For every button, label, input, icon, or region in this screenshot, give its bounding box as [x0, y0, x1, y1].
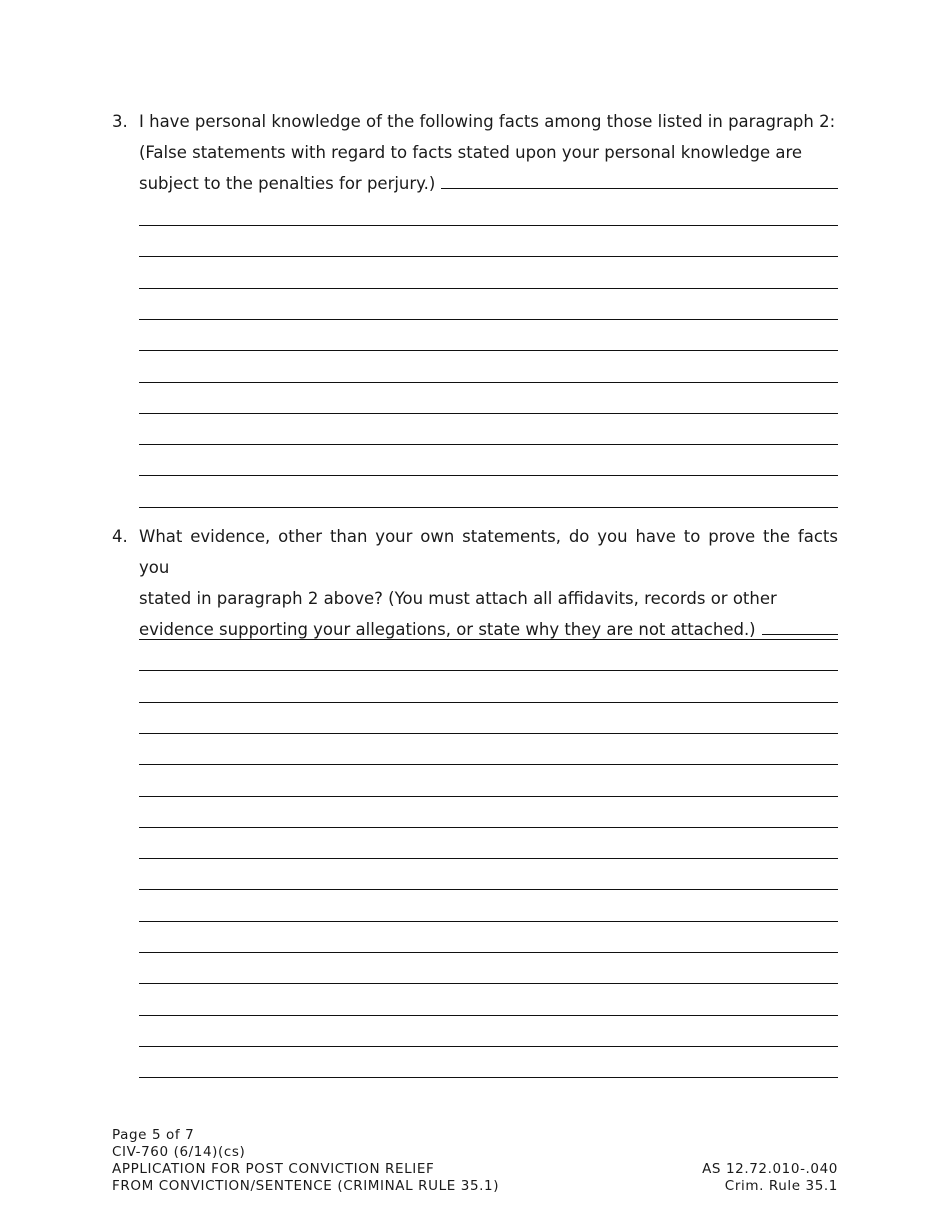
item-4-answer-blank[interactable] — [762, 614, 838, 635]
item-3-answer-line[interactable] — [139, 319, 838, 320]
rule-reference: Crim. Rule 35.1 — [724, 1178, 838, 1194]
item-3-answer-line[interactable] — [139, 382, 838, 383]
item-3-answer-line[interactable] — [139, 444, 838, 445]
item-4-answer-line[interactable] — [139, 670, 838, 671]
item-4-answer-line[interactable] — [139, 1015, 838, 1016]
item-4-text-line-2: stated in paragraph 2 above? (You must attach all affidavits, records or other — [139, 589, 777, 608]
item-4-text-line-3: evidence supporting your allegations, or state why they are not attached.) — [139, 620, 756, 639]
item-4-answer-line[interactable] — [139, 733, 838, 734]
item-4-answer-line[interactable] — [139, 858, 838, 859]
item-3-answer-line[interactable] — [139, 350, 838, 351]
item-3-answer-line[interactable] — [139, 256, 838, 257]
item-4-answer-line[interactable] — [139, 639, 838, 640]
item-3-answer-line[interactable] — [139, 288, 838, 289]
footer-right — [702, 1161, 838, 1195]
item-3 — [112, 106, 838, 199]
item-3-answer-line[interactable] — [139, 475, 838, 476]
item-3-text-line-1: I have personal knowledge of the following facts among those listed in paragraph 2: — [139, 112, 836, 131]
item-4-answer-line[interactable] — [139, 796, 838, 797]
item-4-answer-line[interactable] — [139, 983, 838, 984]
item-4-answer-line[interactable] — [139, 921, 838, 922]
item-4-answer-line[interactable] — [139, 827, 838, 828]
item-3-text-line-3: subject to the penalties for perjury.) — [139, 174, 436, 193]
item-3-answer-line[interactable] — [139, 507, 838, 508]
item-4-number: 4. — [112, 527, 128, 546]
item-3-number: 3. — [112, 112, 128, 131]
item-3-answer-line[interactable] — [139, 413, 838, 414]
statute-reference: AS 12.72.010-.040 — [702, 1161, 838, 1177]
page-number: Page 5 of 7 — [112, 1127, 195, 1143]
item-4-answer-line[interactable] — [139, 1046, 838, 1047]
item-3-answer-line[interactable] — [139, 225, 838, 226]
form-title-line-1: APPLICATION FOR POST CONVICTION RELIEF — [112, 1161, 435, 1177]
item-4-text-line-1: What evidence, other than your own statements, do you have to prove the facts you — [139, 527, 838, 577]
item-4-answer-line[interactable] — [139, 702, 838, 703]
item-4-answer-line[interactable] — [139, 764, 838, 765]
item-4-answer-line[interactable] — [139, 889, 838, 890]
item-3-text-line-2: (False statements with regard to facts stated upon your personal knowledge are — [139, 143, 803, 162]
item-4 — [112, 521, 838, 645]
form-code: CIV-760 (6/14)(cs) — [112, 1144, 246, 1160]
form-title-line-2: FROM CONVICTION/SENTENCE (CRIMINAL RULE 35.1) — [112, 1178, 500, 1194]
item-4-answer-line[interactable] — [139, 952, 838, 953]
item-3-answer-blank[interactable] — [441, 168, 838, 189]
item-4-answer-line[interactable] — [139, 1077, 838, 1078]
footer-left — [112, 1127, 499, 1195]
